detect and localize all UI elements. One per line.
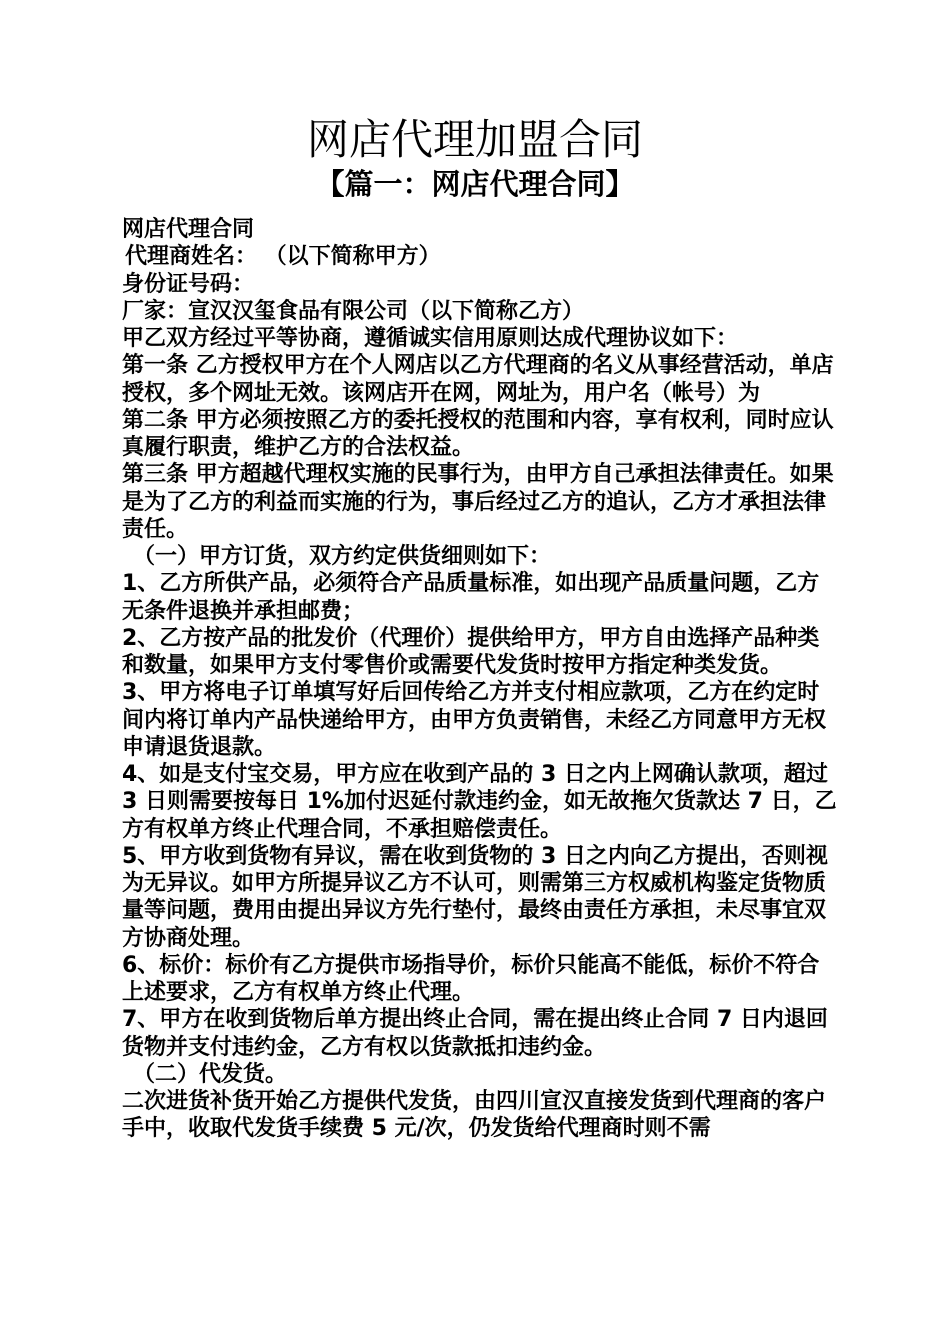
paragraph-heading: 网店代理合同: [122, 217, 255, 242]
paragraph-agreement-intro: 甲乙双方经过平等协商，遵循诚实信用原则达成代理协议如下：: [122, 326, 739, 351]
paragraph-item-5: 5、甲方收到货物有异议，需在收到货物的 3 日之内向乙方提出，否则视为无异议。如甲方所提异议乙方不认可，则需第三方权威机构鉴定货物质量等问题，费用由提出异议方先行垫付，最终由责任方承担，未尽事宜双方协商处理。: [122, 843, 828, 951]
contract-body: [115, 216, 837, 1143]
document-title: 网店代理加盟合同: [306, 115, 643, 164]
paragraph-section-2-heading: （二）代发货。: [133, 1061, 288, 1087]
paragraph-item-4: 4、如是支付宝交易，甲方应在收到产品的 3 日之内上网确认款项，超过 3 日则需要按每日 1%加付迟延付款违约金，如无故拖欠货款达 7 日，乙方有权单方终止代理合同，不承担赔偿责任。: [122, 762, 837, 842]
paragraph-id-number: 身份证号码：: [122, 271, 255, 297]
paragraph-article-3: 第三条 甲方超越代理权实施的民事行为，由甲方自己承担法律责任。如果是为了乙方的利益而实施的行为，事后经过乙方的追认，乙方才承担法律责任。: [122, 462, 834, 542]
paragraph-article-2: 第二条 甲方必须按照乙方的委托授权的范围和内容，享有权利，同时应认真履行职责，维护乙方的合法权益。: [122, 407, 834, 460]
paragraph-item-2: 2、乙方按产品的批发价（代理价）提供给甲方，甲方自由选择产品种类和数量，如果甲方支付零售价或需要代发货时按甲方指定种类发货。: [122, 625, 820, 678]
paragraph-item-3: 3、甲方将电子订单填写好后回传给乙方并支付相应款项，乙方在约定时间内将订单内产品快递给甲方，由甲方负责销售，未经乙方同意甲方无权申请退货退款。: [122, 680, 827, 760]
paragraph-item-1: 1、乙方所供产品，必须符合产品质量标准，如出现产品质量问题，乙方无条件退换并承担邮费；: [122, 571, 820, 624]
document-subtitle: 【篇一：网店代理合同】: [315, 167, 635, 201]
paragraph-dropship: 二次进货补货开始乙方提供代发货，由四川宣汉直接发货到代理商的客户手中，收取代发货手续费 5 元/次，仍发货给代理商时则不需: [122, 1089, 827, 1142]
paragraph-item-7: 7、甲方在收到货物后单方提出终止合同，需在提出终止合同 7 日内退回货物并支付违约金，乙方有权以货款抵扣违约金。: [122, 1007, 828, 1060]
paragraph-section-1-heading: （一）甲方订货，双方约定供货细则如下：: [133, 544, 552, 569]
paragraph-item-6: 6、标价：标价有乙方提供市场指导价，标价只能高不能低，标价不符合上述要求，乙方有权单方终止代理。: [122, 952, 820, 1005]
paragraph-article-1: 第一条 乙方授权甲方在个人网店以乙方代理商的名义从事经营活动，单店授权，多个网址无效。该网店开在网，网址为，用户名（帐号）为: [122, 353, 834, 406]
paragraph-manufacturer: 厂家：宣汉汉玺食品有限公司（以下简称乙方）: [122, 298, 585, 324]
paragraph-agent-name: 代理商姓名： （以下简称甲方）: [125, 244, 441, 270]
